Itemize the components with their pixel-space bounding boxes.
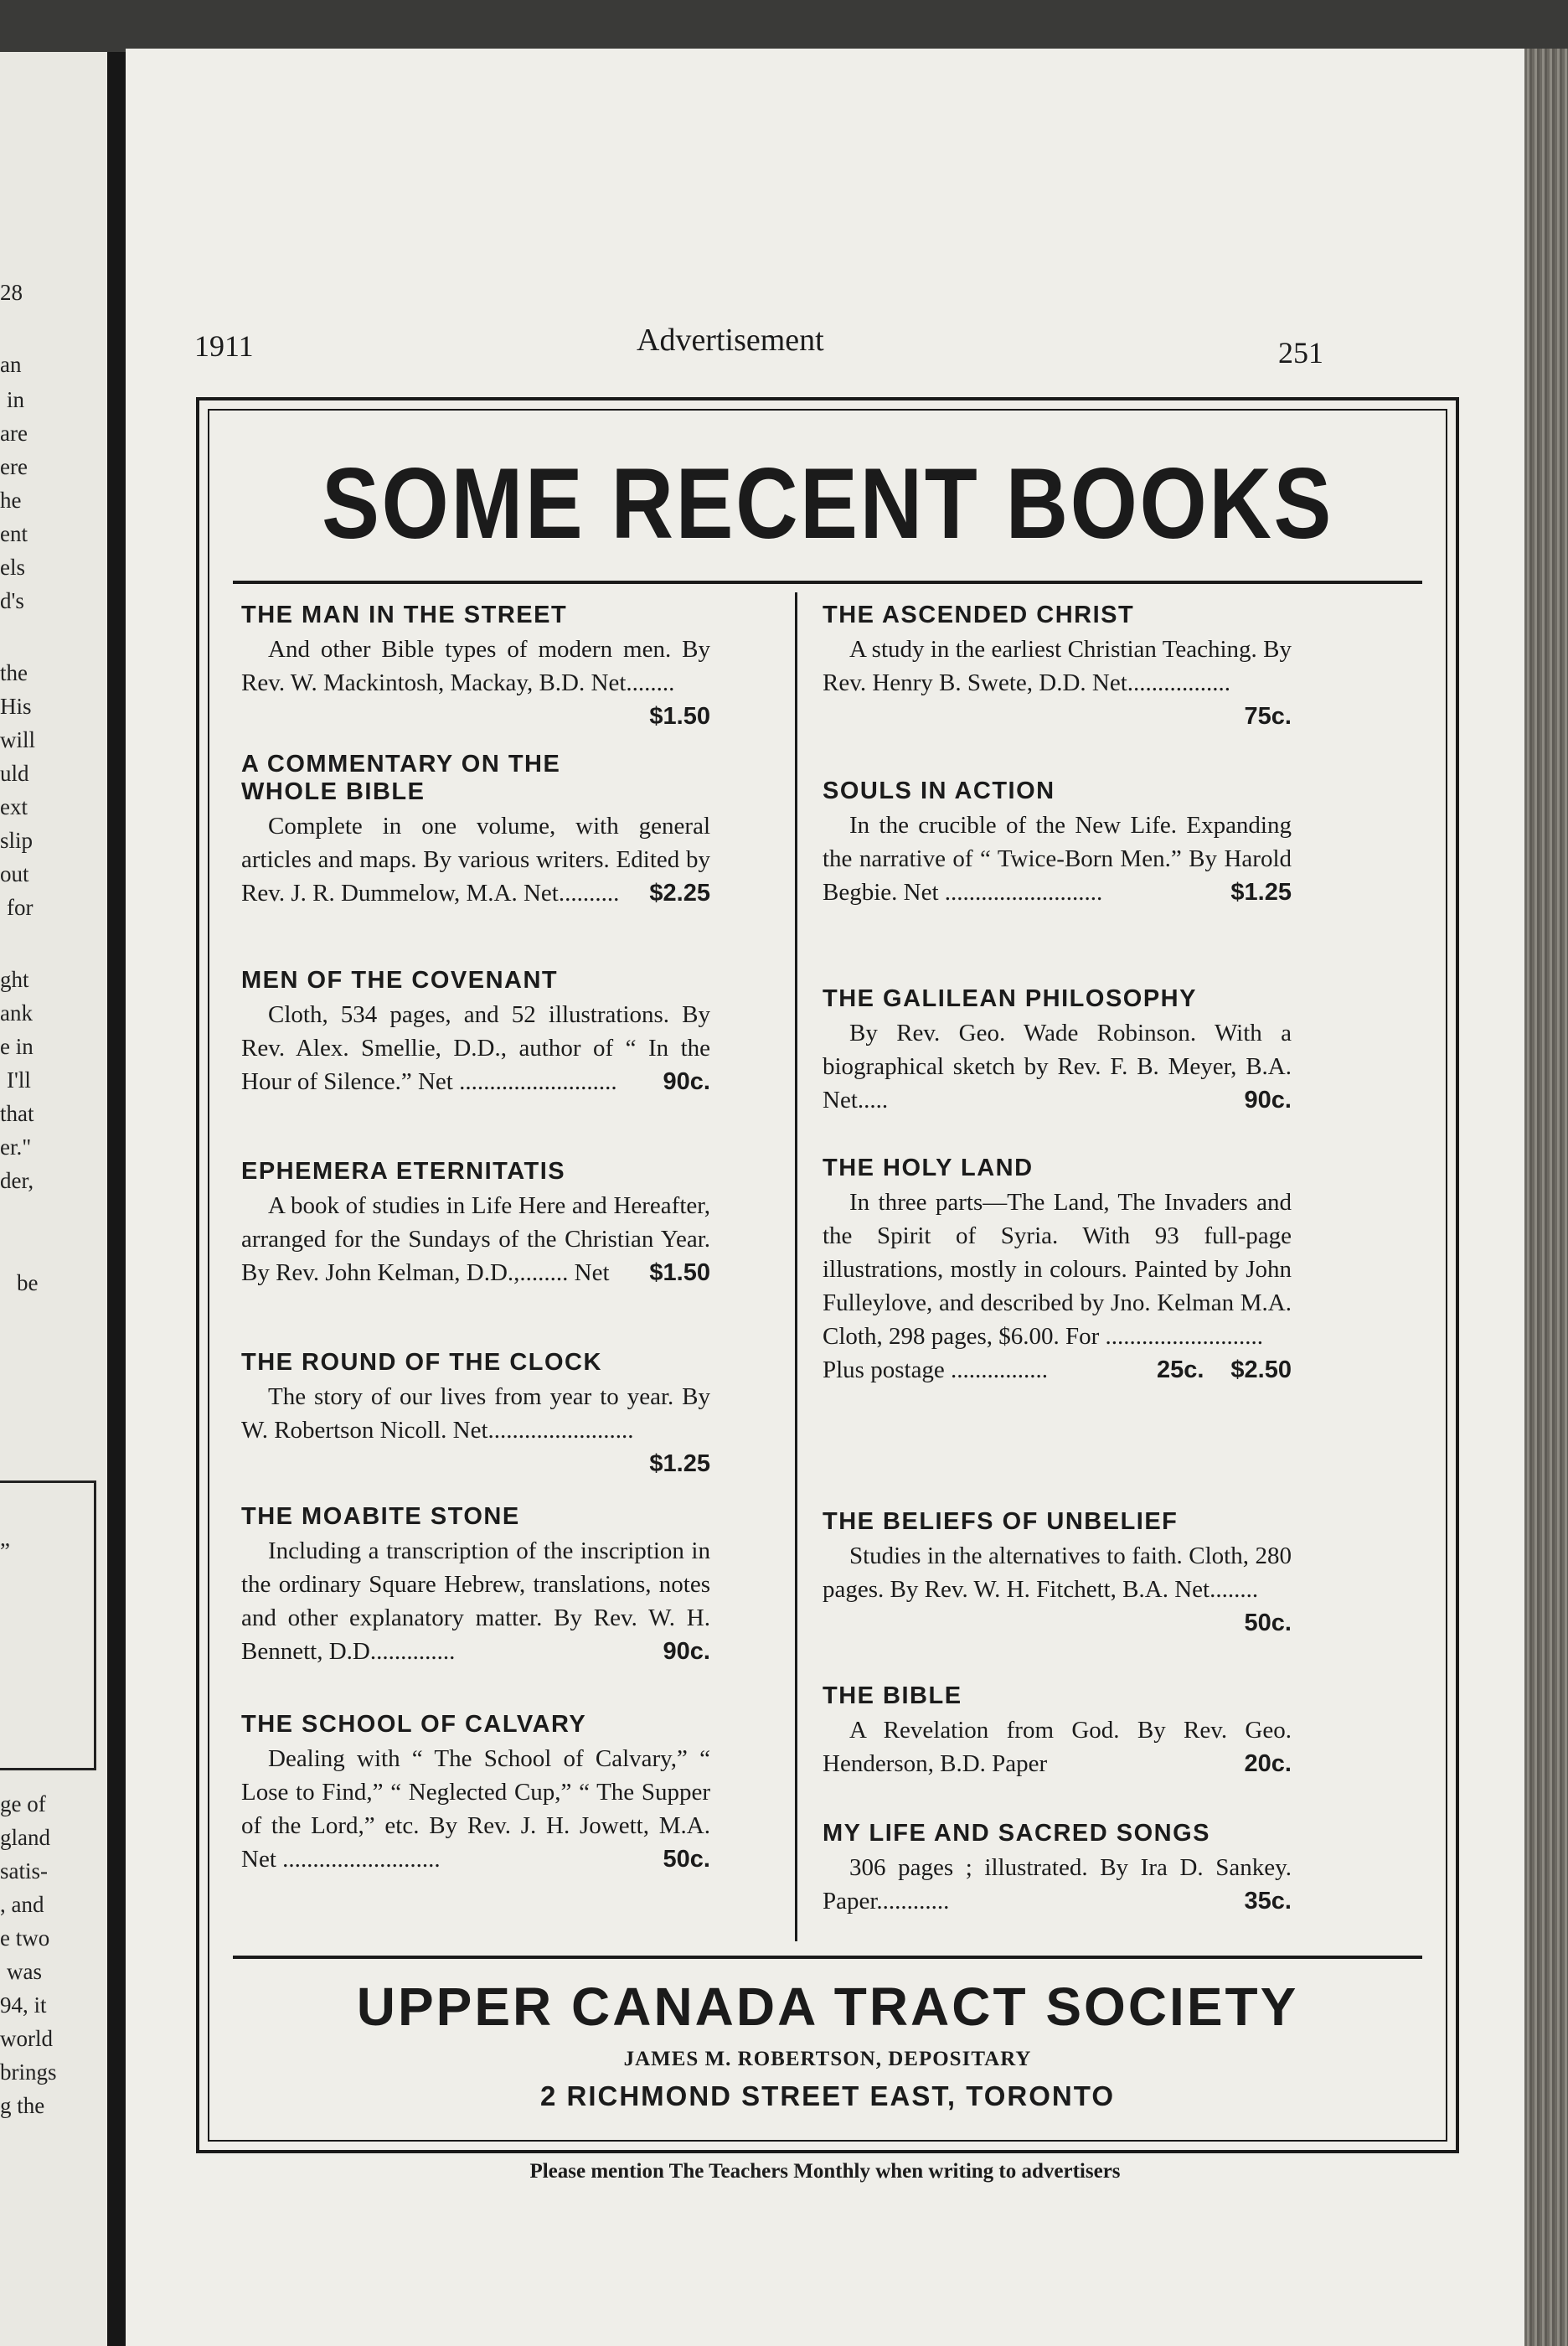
advertisement-page	[126, 49, 1524, 2346]
book-price: $1.25	[1230, 879, 1292, 906]
left-page-fragment: gland	[0, 1825, 50, 1850]
book-title: MY LIFE AND SACRED SONGS	[823, 1820, 1210, 1847]
book-price: $1.25	[649, 1450, 710, 1477]
book-description	[241, 1534, 710, 1668]
book-description	[823, 633, 1292, 730]
postage-label: Plus postage ................	[823, 1356, 1049, 1383]
left-page-fragment: er."	[0, 1134, 32, 1160]
book-gutter	[107, 52, 126, 2346]
book-entry	[823, 1820, 1292, 1918]
left-page-fragment: he	[0, 488, 22, 513]
left-page-fragment: I'll	[7, 1067, 31, 1093]
left-page-fragment: His	[0, 694, 32, 719]
book-title: THE GALILEAN PHILOSOPHY	[823, 985, 1197, 1012]
publisher-depositary: JAMES M. ROBERTSON, DEPOSITARY	[623, 2048, 1032, 2070]
book-description	[241, 998, 710, 1098]
book-price: 50c.	[663, 1846, 710, 1873]
book-body: In three parts—The Land, The Invaders and the Spirit of Syria. With 93 full-page illustrations, mostly in colours. Painted by John Fulleylove, and described by Jno. Kelman M.A. Cloth, 298 pages, $6.00. For ..........................	[823, 1189, 1292, 1350]
book-title: THE ROUND OF THE CLOCK	[241, 1349, 602, 1376]
book-price: $1.50	[649, 1259, 710, 1286]
book-price: $1.50	[649, 703, 710, 730]
book-description	[823, 1851, 1292, 1918]
running-header-year: 1911	[194, 329, 254, 363]
book-title: THE SCHOOL OF CALVARY	[241, 1711, 587, 1738]
publisher-name: UPPER CANADA TRACT SOCIETY	[356, 1977, 1299, 2037]
left-page-fragment: are	[0, 421, 28, 446]
advertisement-frame	[196, 397, 1459, 2153]
book-body: Cloth, 534 pages, and 52 illustrations. By Rev. Alex. Smellie, D.D., author of “ In the Hour of Silence.” Net ..........................	[241, 1001, 710, 1095]
left-page-fragment: an	[0, 352, 22, 377]
top-rule	[233, 581, 1422, 584]
left-page-fragment: ght	[0, 967, 29, 992]
left-page-fragment: g the	[0, 2093, 45, 2118]
left-page-fragment: be	[17, 1270, 39, 1295]
book-price: 20c.	[1244, 1750, 1292, 1777]
left-page-fragment: uld	[0, 761, 29, 786]
book-body: Including a transcription of the inscription in the ordinary Square Hebrew, translations, notes and other explanatory matter. By Rev. W. H. Bennett, D.D..............	[241, 1537, 710, 1665]
book-body: By Rev. Geo. Wade Robinson. With a biographical sketch by Rev. F. B. Meyer, B.A. Net.....	[823, 1020, 1292, 1114]
book-body: A book of studies in Life Here and Hereafter, arranged for the Sundays of the Christian Year. By Rev. John Kelman, D.D.,........ Net	[241, 1192, 710, 1286]
book-entry	[241, 602, 710, 733]
book-title: THE MAN IN THE STREET	[241, 602, 568, 628]
book-body: Studies in the alternatives to faith. Cloth, 280 pages. By Rev. W. H. Fitchett, B.A. Net........	[823, 1542, 1292, 1603]
left-page-fragment: der,	[0, 1168, 34, 1193]
page-number: 251	[1278, 336, 1323, 369]
left-page-fragment: els	[0, 555, 25, 580]
book-entry	[823, 778, 1292, 909]
book-entry	[241, 1349, 710, 1480]
book-price: 35c.	[1244, 1888, 1292, 1915]
book-title: THE MOABITE STONE	[241, 1503, 520, 1530]
book-price: 90c.	[1244, 1087, 1292, 1114]
book-title: SOULS IN ACTION	[823, 778, 1055, 804]
left-page-fragment: ”	[0, 1538, 10, 1563]
left-page-fragment: d's	[0, 588, 24, 613]
left-page-box	[0, 1480, 96, 1770]
book-body: A study in the earliest Christian Teaching. By Rev. Henry B. Swete, D.D. Net.................	[823, 636, 1292, 696]
left-page-fragment: for	[7, 895, 34, 920]
postage-line	[823, 1353, 1204, 1387]
book-body: Complete in one volume, with general articles and maps. By various writers. Edited by Rev. J. R. Dummelow, M.A. Net..........	[241, 813, 710, 907]
book-entry	[823, 602, 1292, 733]
left-page-fragment: , and	[0, 1892, 44, 1917]
book-description	[241, 1380, 710, 1477]
left-page-fragment: e two	[0, 1925, 50, 1951]
book-title: A COMMENTARY ON THE WHOLE BIBLE	[241, 751, 561, 805]
book-price: 50c.	[1244, 1610, 1292, 1636]
book-price: $2.50	[1230, 1356, 1292, 1383]
publisher-address: 2 RICHMOND STREET EAST, TORONTO	[539, 2080, 1115, 2111]
left-page-fragment: out	[0, 861, 29, 886]
book-description	[823, 1713, 1292, 1780]
book-price: 75c.	[1244, 703, 1292, 730]
running-header-title: Advertisement	[637, 323, 824, 358]
book-title: THE BIBLE	[823, 1682, 962, 1709]
book-body: And other Bible types of modern men. By Rev. W. Mackintosh, Mackay, B.D. Net........	[241, 636, 710, 696]
book-price: 90c.	[663, 1068, 710, 1095]
book-body: The story of our lives from year to year. By W. Robertson Nicoll. Net........................	[241, 1383, 710, 1444]
book-description	[823, 1539, 1292, 1636]
book-description	[241, 1189, 710, 1289]
book-entry	[823, 1508, 1292, 1640]
book-body: A Revelation from God. By Rev. Geo. Henderson, B.D. Paper	[823, 1717, 1292, 1777]
column-divider	[795, 592, 797, 1941]
left-page-fragment: slip	[0, 828, 34, 853]
left-page-fragment: that	[0, 1101, 34, 1126]
left-page-fragment: satis-	[0, 1858, 48, 1884]
left-page-fragment: ext	[0, 794, 28, 819]
book-entry	[241, 1503, 710, 1668]
book-price: $2.25	[649, 880, 710, 907]
page-edge	[1524, 49, 1568, 2346]
book-description	[823, 1016, 1292, 1117]
headline: SOME RECENT BOOKS	[322, 447, 1333, 560]
left-page-fragment: the	[0, 660, 28, 685]
book-entry	[823, 1682, 1292, 1780]
left-page-fragment: e in	[0, 1034, 34, 1059]
book-title: THE ASCENDED CHRIST	[823, 602, 1135, 628]
postage-price: 25c.	[1156, 1356, 1204, 1383]
book-price: 90c.	[663, 1638, 710, 1665]
left-page-fragment: in	[7, 387, 25, 412]
book-entry	[241, 751, 710, 910]
book-body: 306 pages ; illustrated. By Ira D. Sankey. Paper............	[823, 1854, 1292, 1915]
left-page-fragment: brings	[0, 2059, 57, 2085]
book-entry	[241, 967, 710, 1098]
book-title: EPHEMERA ETERNITATIS	[241, 1158, 566, 1185]
left-page-fragment: ent	[0, 521, 28, 546]
book-entry	[241, 1158, 710, 1289]
book-title: THE BELIEFS OF UNBELIEF	[823, 1508, 1179, 1535]
left-page-fragment: 94, it	[0, 1992, 47, 2018]
book-description	[241, 809, 710, 910]
left-page-fragment: will	[0, 727, 36, 752]
bottom-rule	[233, 1956, 1422, 1959]
book-description	[241, 1742, 710, 1876]
book-entry	[823, 985, 1292, 1117]
left-page-fragment: ge of	[0, 1791, 46, 1816]
book-body: In the crucible of the New Life. Expanding the narrative of “ Twice-Born Men.” By Harold Begbie. Net ..........................	[823, 812, 1292, 906]
book-body: Dealing with “ The School of Calvary,” “ Lose to Find,” “ Neglected Cup,” “ The Supper of the Lord,” etc. By Rev. J. H. Jowett, M.A. Net ..........................	[241, 1745, 710, 1873]
left-page-fragment: ank	[0, 1000, 33, 1026]
book-description	[241, 633, 710, 730]
left-page-margin	[0, 52, 107, 2346]
book-title: THE HOLY LAND	[823, 1155, 1034, 1181]
left-page-fragment: ere	[0, 454, 28, 479]
book-entry	[241, 1711, 710, 1876]
book-description	[823, 809, 1292, 909]
book-entry	[823, 1155, 1292, 1387]
book-title: MEN OF THE COVENANT	[241, 967, 559, 994]
footer-note: Please mention The Teachers Monthly when writing to advertisers	[529, 2160, 1121, 2183]
left-page-fragment: 28	[0, 280, 23, 305]
left-page-fragment: was	[7, 1959, 42, 1984]
left-page-fragment: world	[0, 2026, 53, 2051]
